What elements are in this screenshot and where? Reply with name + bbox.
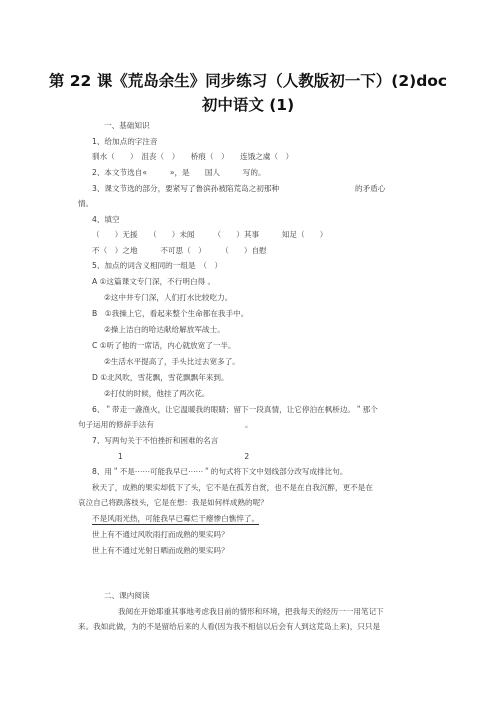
question-5: 5、加点的词含义相同的一组是 （ ）	[92, 261, 223, 270]
section-heading-basics: 一、基础知识	[104, 121, 150, 130]
underlined-sentence: 不是风雨光热，可能我早已霉烂干瘪惨白憔悴了。	[92, 514, 260, 523]
example-sentence-1: 世上有不通过风吹雨打而成熟的果实吗？	[92, 530, 229, 539]
question-4-row1: （ ）无援 （ ）未闻 （ ）其事 知足（ ）	[92, 230, 328, 239]
question-1: 1、给加点的字注音	[92, 137, 158, 146]
option-c1: C ①听了他的一席话，内心就放宽了一半。	[92, 341, 236, 350]
option-a2: ②这中井专门深，人们打水比较吃力。	[104, 293, 233, 302]
question-7: 7、写两句关于不怕挫折和困难的名言	[92, 436, 219, 445]
passage-line2: 哀泣自己将跌落枝头，它是在想：我是如何样成熟的呢？	[78, 498, 268, 507]
question-4: 4、填空	[92, 215, 120, 224]
question-6-cont: 句子运用的修辞手法有 。	[78, 420, 253, 429]
reading-line2: 来。我如此做，为的不是留给后来的人看(因为我不相信以后会有人到这荒岛上来)，只只是	[78, 622, 381, 631]
question-4-row2: 不（ ）之地 不可思（ ） （ ）自慰	[92, 246, 267, 255]
option-b1: B ①我操上它，看起来整个生命都在我手中。	[92, 309, 249, 318]
option-c2: ②生活水平提高了，手头比过去宽多了。	[104, 357, 240, 366]
question-7-answers: 1 2	[118, 452, 250, 461]
question-6: 6、＂带走一盏渔火，让它温暖我的眼睛；留下一段真情，让它停泊在枫桥边。＂那个	[92, 405, 378, 414]
option-d1: D ①北风吹，雪花飘，雪花飘飘年来到。	[92, 373, 229, 382]
question-1-items: 驯水（ ） 沮丧（ ） 桥痕（ ） 连饿之虞（ ）	[92, 152, 294, 161]
option-b2: ②操上洁白的哈达献给解放军战士。	[104, 325, 225, 334]
question-8: 8、用＂不是⋯⋯可能我早已⋯⋯＂的句式将下文中划线部分改写成排比句。	[92, 467, 348, 476]
section-heading-reading: 二、课内阅读	[104, 591, 150, 600]
option-d2: ②打仗的时候，他挂了两次花。	[104, 389, 210, 398]
example-sentence-2: 世上有不通过光射日晒而成熟的果实吗？	[92, 546, 229, 555]
document-title-line2: 初中语文 (1)	[201, 96, 295, 114]
question-2: 2、本文节选自« »，是 国人 写的。	[92, 168, 266, 177]
question-3: 3、课文节选的部分，要紧写了鲁滨孙被陷荒岛之初那种 的矛盾心	[92, 184, 386, 193]
question-3-cont: 情。	[78, 199, 94, 208]
option-a1: A ①这篇课文专门深，不行明白得 。	[92, 277, 216, 286]
document-title-line1: 第 22 课《荒岛余生》同步练习（人教版初一下）(2)doc	[48, 72, 448, 90]
reading-line1: 我阅在开始耶重其事地考虑我目前的情形和环境，把我每天的经历一一用笔记下	[118, 607, 384, 616]
passage-line1: 秋天了，成熟的果实却低下了头，它不是在孤芳自赏，也不是在自我沉醉，更不是在	[92, 483, 373, 492]
